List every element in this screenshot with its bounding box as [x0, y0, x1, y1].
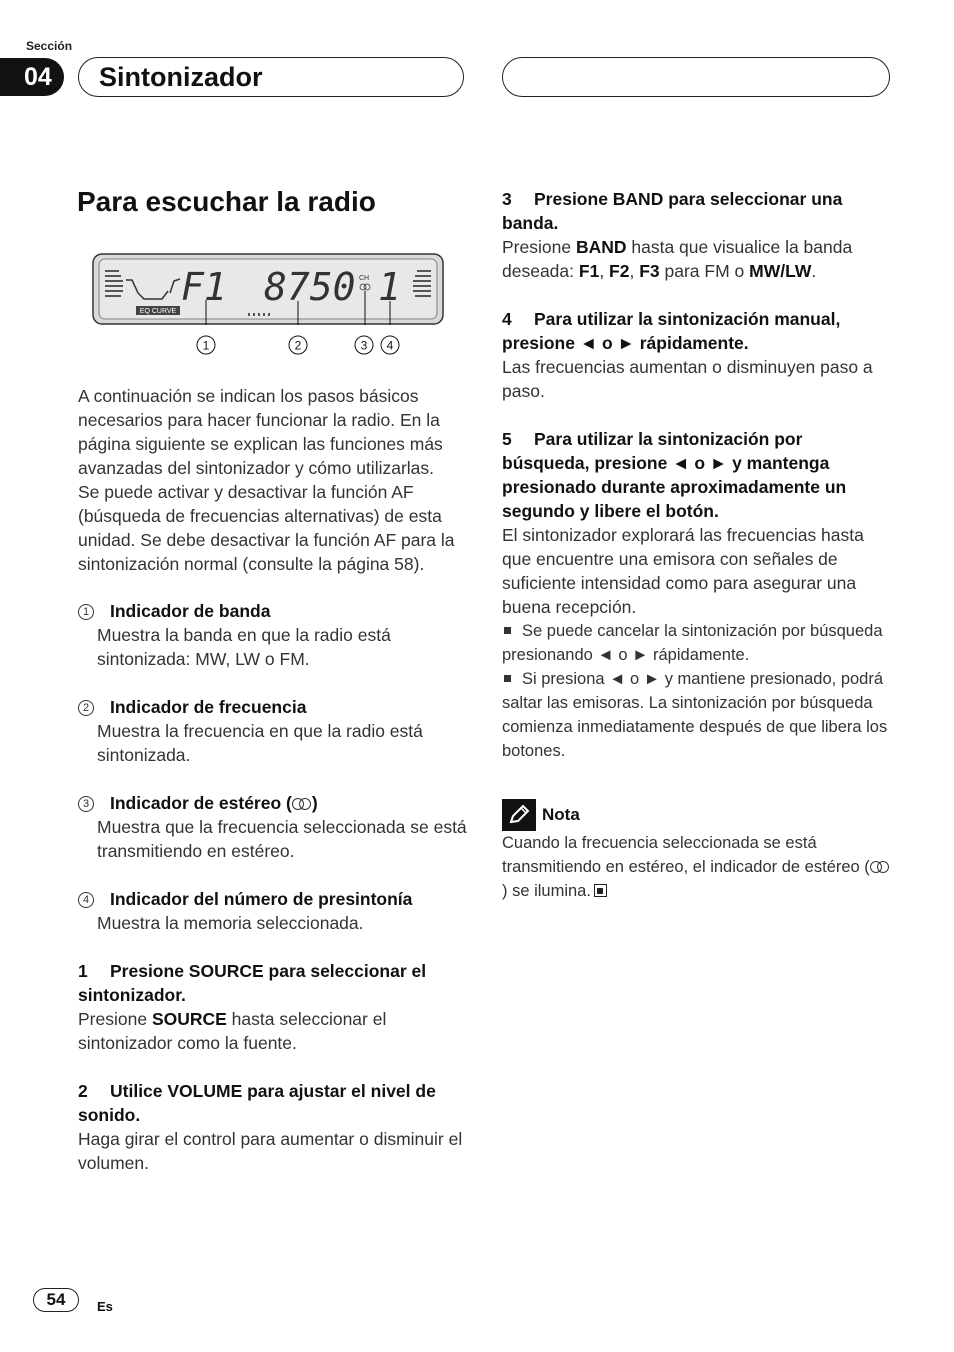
indicator-3	[78, 791, 468, 863]
step-1	[78, 959, 468, 1055]
callout-1: 1	[202, 338, 210, 353]
page-number: 54	[33, 1288, 79, 1312]
step-4	[502, 307, 892, 403]
indicator-1-title: Indicador de banda	[110, 601, 271, 621]
indicator-1-desc: Muestra la banda en que la radio está sintonizada: MW, LW o FM.	[97, 625, 391, 669]
indicator-2-desc: Muestra la frecuencia en que la radio está sintonizada.	[97, 721, 423, 765]
radio-display-illustration	[92, 253, 444, 325]
indicator-3-title-text: Indicador de estéreo (	[110, 793, 292, 813]
step-5-text: El sintonizador explorará las frecuencias hasta que encuentre una emisora con señales de suficiente intensidad como para asegurar una buena recepción.	[502, 525, 864, 617]
bullet-square-icon	[504, 675, 511, 682]
step-4-text: Las frecuencias aumentan o disminuyen paso a paso.	[502, 357, 873, 401]
step-5-bullet-2: Si presiona ◄ o ► y mantiene presionado, podrá saltar las emisoras. La sintonización por búsqueda comienza inmediatamente después de que libera los botones.	[502, 670, 888, 760]
intro-paragraph-1: A continuación se indican los pasos básicos necesarios para hacer funcionar la radio. En la página siguiente se explican las funciones más avanzadas del sintonizador y cómo utilizarlas.	[78, 386, 443, 478]
indicator-3-desc: Muestra que la frecuencia seleccionada se está transmitiendo en estéreo.	[97, 817, 467, 861]
stereo-icon	[292, 798, 312, 810]
step-5-bullet-1: Se puede cancelar la sintonización por búsqueda presionando ◄ o ► rápidamente.	[502, 622, 883, 664]
step-2-title: Utilice VOLUME para ajustar el nivel de sonido.	[78, 1081, 436, 1125]
indicator-4-title: Indicador del número de presintonía	[110, 889, 413, 909]
indicator-1	[78, 599, 468, 671]
section-title-text: Sintonizador	[99, 61, 263, 92]
end-mark-icon	[594, 884, 607, 897]
page-title: Para escuchar la radio	[77, 186, 376, 217]
indicator-4-desc: Muestra la memoria seleccionada.	[97, 913, 364, 933]
step-1-title: Presione SOURCE para seleccionar el sintonizador.	[78, 961, 427, 1005]
indicator-2-title: Indicador de frecuencia	[110, 697, 307, 717]
left-column	[78, 384, 468, 1175]
indicator-2-number: 2	[78, 700, 94, 716]
step-5-number: 5	[502, 429, 512, 449]
step-4-title: Para utilizar la sintonización manual, presione ◄ o ► rápidamente.	[502, 309, 841, 353]
step-1-number: 1	[78, 961, 88, 981]
indicator-1-number: 1	[78, 604, 94, 620]
callout-2: 2	[294, 338, 302, 353]
language-code: Es	[97, 1299, 113, 1314]
indicator-4	[78, 887, 468, 935]
frequency-indicator: 8750	[264, 265, 356, 309]
step-3-text: Presione BAND hasta que visualice la banda deseada: F1, F2, F3 para FM o MW/LW.	[502, 237, 853, 281]
stereo-icon	[870, 861, 890, 873]
eq-label: EQ CURVE	[139, 308, 177, 315]
step-1-text: Presione SOURCE hasta seleccionar el sintonizador como la fuente.	[78, 1009, 387, 1053]
indicator-4-number: 4	[78, 892, 94, 908]
ch-label: CH	[359, 275, 370, 282]
section-title-right-frame	[502, 57, 890, 97]
indicator-3-number: 3	[78, 796, 94, 812]
intro-paragraph-2: Se puede activar y desactivar la función AF (búsqueda de frecuencias alternativas) de esta unidad. Se debe desactivar la función AF para la sintonización normal (consulte la página 58).	[78, 482, 455, 574]
indicator-3-title-end: )	[311, 793, 318, 813]
callout-4: 4	[386, 338, 394, 353]
callout-3: 3	[360, 338, 368, 353]
step-2	[78, 1079, 468, 1175]
step-5-title: Para utilizar la sintonización por búsqueda, presione ◄ o ► y mantenga presionado durante aproximadamente un segundo y libere el botón.	[502, 429, 847, 521]
bullet-square-icon	[504, 627, 511, 634]
section-number-tab: 04	[0, 58, 64, 96]
preset-indicator: 1	[378, 265, 401, 309]
step-3-title: Presione BAND para seleccionar una banda.	[502, 189, 843, 233]
display-callouts	[190, 331, 410, 359]
section-label: Sección	[26, 39, 73, 53]
note	[502, 799, 892, 903]
section-title	[78, 57, 464, 97]
indicator-2	[78, 695, 468, 767]
step-3-number: 3	[502, 189, 512, 209]
right-column	[502, 187, 892, 903]
step-2-text: Haga girar el control para aumentar o disminuir el volumen.	[78, 1129, 463, 1173]
step-3	[502, 187, 892, 283]
pencil-note-icon	[502, 799, 536, 831]
step-4-number: 4	[502, 309, 512, 329]
band-indicator: F1	[181, 265, 227, 309]
note-text: Cuando la frecuencia seleccionada se está transmitiendo en estéreo, el indicador de estéreo () se ilumina.	[502, 831, 892, 903]
indicator-3-title	[110, 791, 318, 815]
step-2-number: 2	[78, 1081, 88, 1101]
step-5	[502, 427, 892, 763]
note-label: Nota	[542, 805, 580, 824]
